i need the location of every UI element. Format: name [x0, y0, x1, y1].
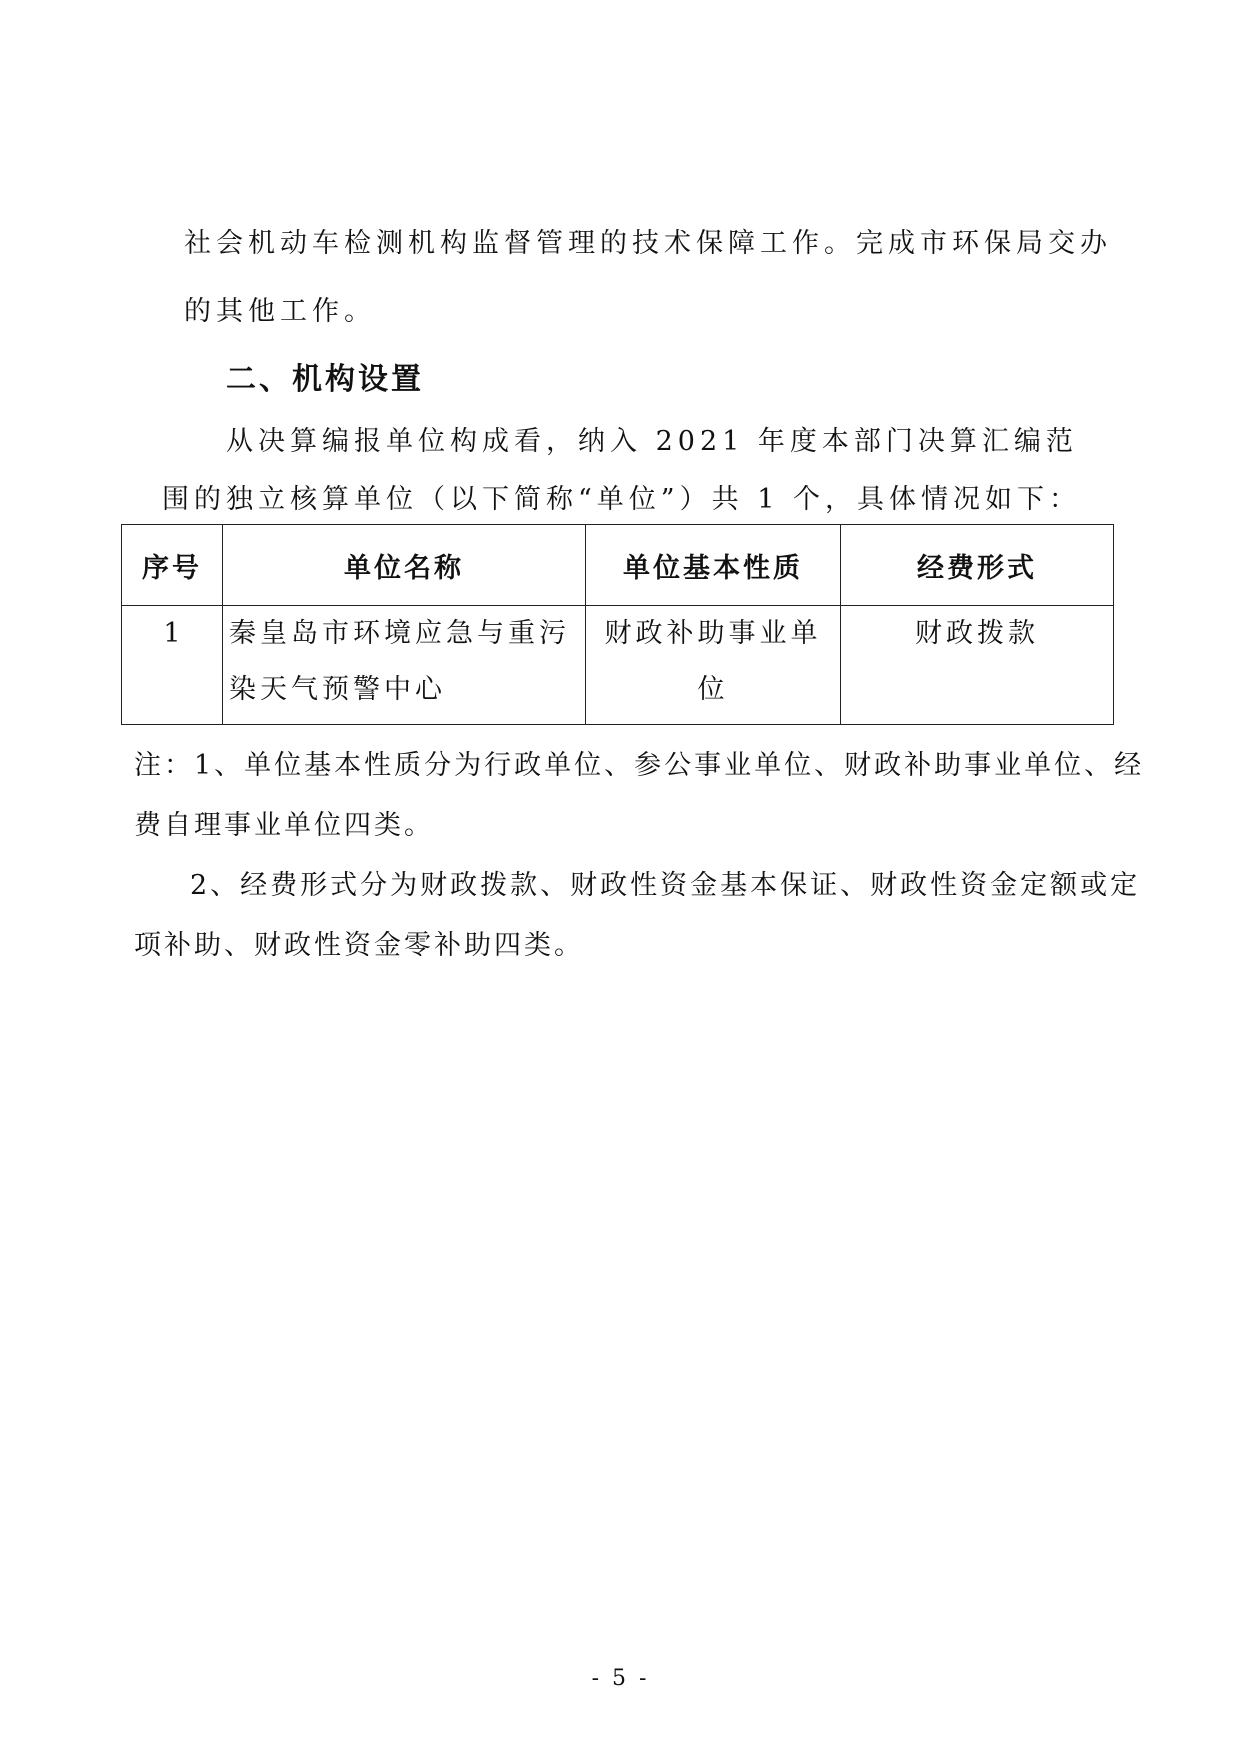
note-1-line-2: 费自理事业单位四类。 — [134, 810, 434, 841]
cell-unit-nature: 财政补助事业单位 — [586, 606, 841, 725]
header-index: 序号 — [122, 525, 223, 606]
section-paragraph-line-1: 从决算编报单位构成看，纳入 2021 年度本部门决算汇编范 — [226, 426, 1078, 457]
units-table — [121, 524, 1114, 725]
note-1-line-1: 注：1、单位基本性质分为行政单位、参公事业单位、财政补助事业单位、经 — [134, 750, 1145, 781]
cell-funding-form: 财政拨款 — [841, 606, 1114, 725]
header-unit-name: 单位名称 — [223, 525, 586, 606]
note-2-line-1: 2、经费形式分为财政拨款、财政性资金基本保证、财政性资金定额或定 — [190, 870, 1141, 901]
cell-index: 1 — [122, 606, 223, 725]
cell-unit-name: 秦皇岛市环境应急与重污染天气预警中心 — [223, 606, 586, 725]
intro-line-1: 社会机动车检测机构监督管理的技术保障工作。完成市环保局交办 — [184, 228, 1112, 259]
header-unit-nature: 单位基本性质 — [586, 525, 841, 606]
section-paragraph-line-2: 围的独立核算单位（以下简称“单位”）共 1 个，具体情况如下： — [162, 484, 1081, 515]
header-funding-form: 经费形式 — [841, 525, 1114, 606]
table-row — [122, 606, 1114, 725]
section-heading: 二、机构设置 — [226, 362, 424, 397]
intro-line-2: 的其他工作。 — [184, 296, 376, 327]
table-header-row — [122, 525, 1114, 606]
page-number: - 5 - — [591, 1666, 650, 1691]
note-2-line-2: 项补助、财政性资金零补助四类。 — [134, 930, 584, 961]
